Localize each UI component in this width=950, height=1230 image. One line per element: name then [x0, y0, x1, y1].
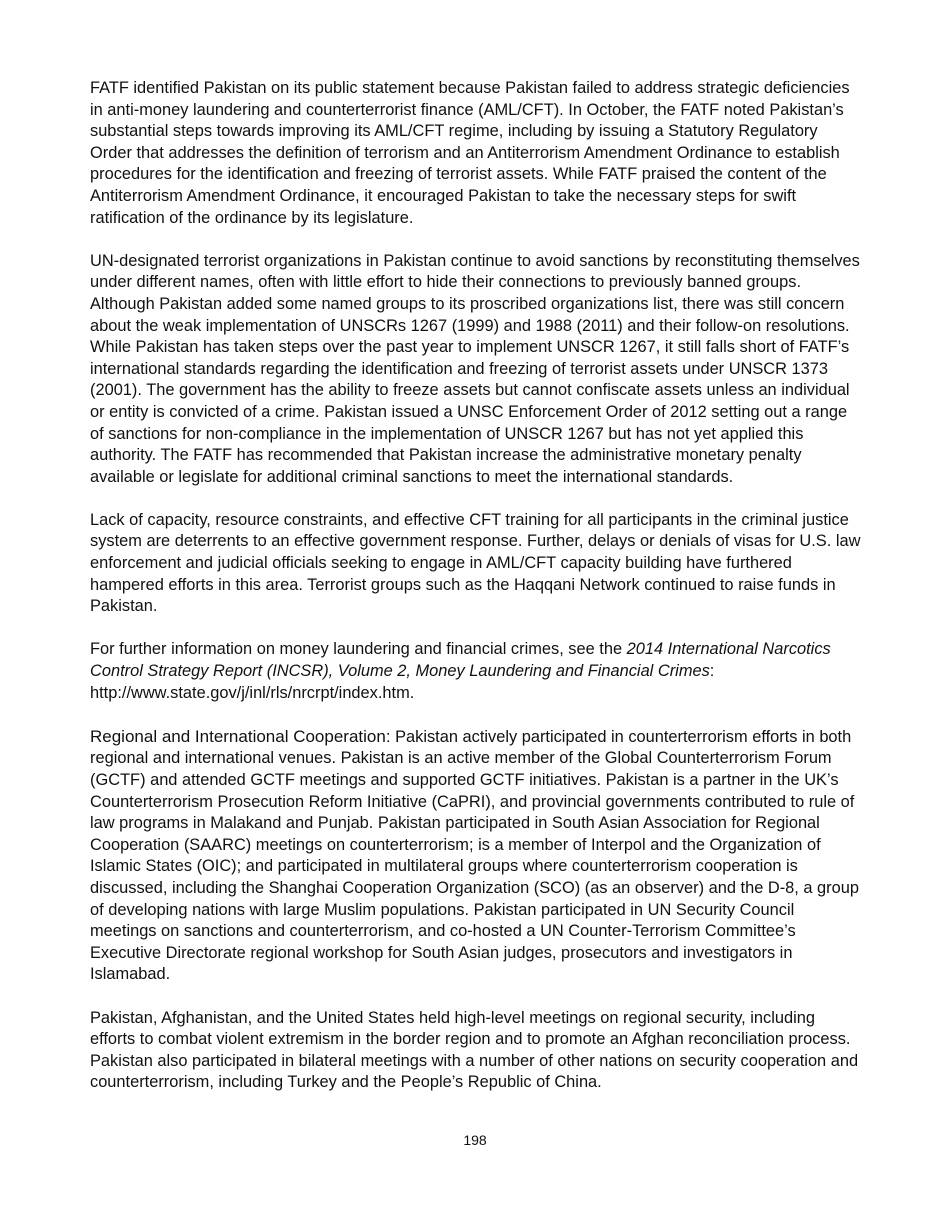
paragraph-further-information	[90, 639, 862, 704]
regional-cooperation-body: Pakistan actively participated in counterterrorism efforts in both regional and international venues. Pakistan is an active member of the Global Counterterrorism Forum (GCTF) and attended GCTF meetings and supported GCTF initiatives. Pakistan is a partner in the UK’s Counterterrorism Prosecution Reform Initiative (CaPRI), and provincial governments contributed to rule of law programs in Malakand and Punjab. Pakistan participated in South Asian Association for Regional Cooperation (SAARC) meetings on counterterrorism; is a member of Interpol and the Organization of Islamic States (OIC); and participated in multilateral groups where counterterrorism cooperation is discussed, including the Shanghai Cooperation Organization (SCO) (as an observer) and the D-8, a group of developing nations with large Muslim populations. Pakistan participated in UN Security Council meetings on sanctions and counterterrorism, and co-hosted a UN Counter-Terrorism Committee’s Executive Directorate regional workshop for South Asian judges, prosecutors and investigators in Islamabad.	[90, 727, 859, 984]
paragraph-un-designated-organizations: UN-designated terrorist organizations in Pakistan continue to avoid sanctions by reconstituting themselves under different names, often with little effort to hide their connections to previously banned groups. Although Pakistan added some named groups to its proscribed organizations list, there was still concern about the weak implementation of UNSCRs 1267 (1999) and 1988 (2011) and their follow-on resolutions. While Pakistan has taken steps over the past year to implement UNSCR 1267, it still falls short of FATF’s international standards regarding the identification and freezing of terrorist assets under UNSCR 1373 (2001). The government has the ability to freeze assets but cannot confiscate assets unless an individual or entity is convicted of a crime. Pakistan issued a UNSC Enforcement Order of 2012 setting out a range of sanctions for non-compliance in the implementation of UNSCR 1267 but has not yet applied this authority. The FATF has recommended that Pakistan increase the administrative monetary penalty available or legislate for additional criminal sanctions to meet the international standards.	[90, 251, 860, 486]
incsr-report-url: http://www.state.gov/j/inl/rls/nrcrpt/index.htm.	[90, 683, 415, 702]
section-heading-regional-cooperation: Regional and International Cooperation:	[90, 726, 391, 746]
page-number: 198	[463, 1132, 487, 1148]
paragraph-high-level-meetings: Pakistan, Afghanistan, and the United States held high-level meetings on regional security, including efforts to combat violent extremism in the border region and to promote an Afghan reconciliation process. Pakistan also participated in bilateral meetings with a number of other nations on security cooperation and counterterrorism, including Turkey and the People’s Republic of China.	[90, 1008, 859, 1092]
paragraph-regional-cooperation	[90, 726, 862, 986]
further-info-colon: :	[709, 662, 715, 681]
further-info-intro: For further information on money laundering and financial crimes, see the	[90, 640, 627, 659]
incsr-report-title: 2014 International Narcotics Control Strategy Report (INCSR), Volume 2, Money Laundering and Financial Crimes	[90, 640, 831, 681]
paragraph-fatf-statement: FATF identified Pakistan on its public statement because Pakistan failed to address strategic deficiencies in anti-money laundering and counterterrorist finance (AML/CFT). In October, the FATF noted Pakistan’s substantial steps towards improving its AML/CFT regime, including by issuing a Statutory Regulatory Order that addresses the definition of terrorism and an Antiterrorism Amendment Ordinance to establish procedures for the identification and freezing of terrorist assets. While FATF praised the content of the Antiterrorism Amendment Ordinance, it encouraged Pakistan to take the necessary steps for swift ratification of the ordinance by its legislature.	[90, 79, 850, 227]
document-body	[90, 78, 862, 1116]
paragraph-capacity-constraints: Lack of capacity, resource constraints, and effective CFT training for all participants in the criminal justice system are deterrents to an effective government response. Further, delays or denials of visas for U.S. law enforcement and judicial officials seeking to engage in AML/CFT capacity building have furthered hampered efforts in this area. Terrorist groups such as the Haqqani Network continued to raise funds in Pakistan.	[90, 510, 861, 616]
